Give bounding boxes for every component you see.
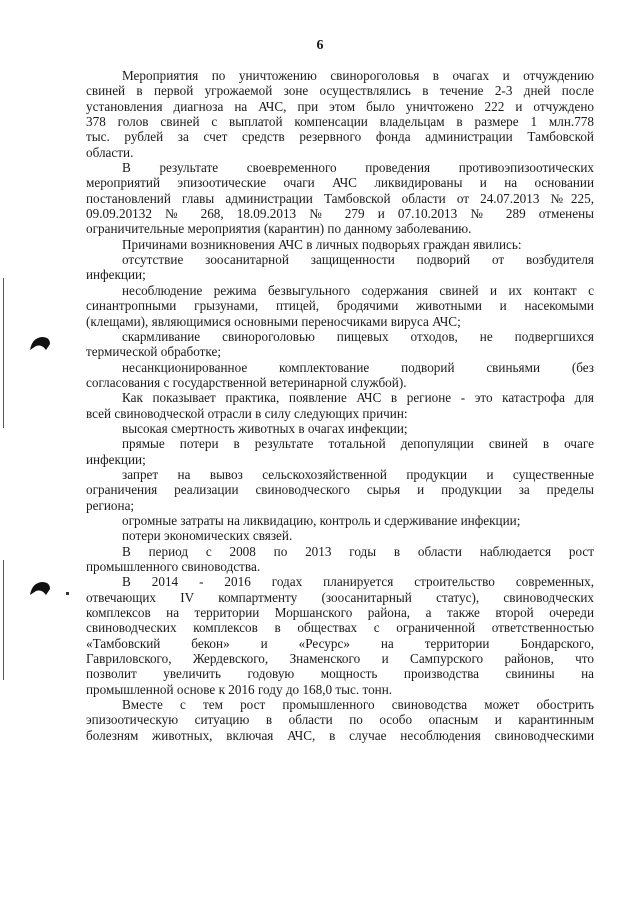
text-line: отсутствие зоосанитарной защищенности подворий от возбудителя	[122, 252, 594, 268]
text-line: Причинами возникновения АЧС в личных подворьях граждан явились:	[122, 236, 522, 252]
text-line: несанкционированное комплектование подворий свиньями (без	[122, 359, 594, 375]
punch-hole-mark	[28, 334, 52, 352]
text-line: ограничительные мероприятия (карантин) по данному заболеванию.	[86, 221, 472, 237]
text-line: В период с 2008 по 2013 годы в области наблюдается рост	[122, 543, 594, 559]
text-line: Вместе с тем рост промышленного свиноводства может обострить	[122, 697, 594, 713]
text-line: «Тамбовский бекон» и «Ресурс» на территории Бондарского,	[86, 635, 594, 651]
text-line: промышленного свиноводства.	[86, 559, 261, 574]
text-line: синантропными грызунами, птицей, бродячими животными и насекомыми	[86, 298, 594, 314]
text-line: постановлений главы администрации Тамбовской области от 24.07.2013 №225,	[86, 190, 594, 206]
text-line: термической обработке;	[86, 344, 222, 360]
text-line: В 2014 - 2016 годах планируется строительство современных,	[122, 574, 594, 590]
scan-edge-line	[3, 278, 4, 428]
page-number: 6	[316, 38, 324, 53]
text-line: В результате своевременного проведения противоэпизоотических	[122, 160, 594, 176]
text-line: прямые потери в результате тотальной депопуляции свиней в очаге	[122, 436, 594, 452]
text-line: 09.09.20132 № 268, 18.09.2013 № 279 и 07.10.2013 № 289 отменены	[86, 206, 594, 222]
text-line: инфекции;	[86, 451, 146, 467]
punch-hole-mark	[28, 579, 52, 597]
text-line: эпизоотическую ситуацию в области по особо опасным и карантинным	[86, 712, 594, 728]
text-line: высокая смертность животных в очагах инфекции;	[122, 420, 408, 436]
text-line: (клещами), являющимися основными переносчиками вируса АЧС;	[86, 313, 461, 329]
text-line: всей свиноводческой отрасли в силу следующих причин:	[86, 405, 408, 421]
text-line: инфекции;	[86, 267, 146, 283]
scan-speck	[66, 592, 69, 595]
text-line: Гавриловского, Жердевского, Знаменского и Сампурского районов, что	[86, 651, 594, 667]
text-line: запрет на вывоз сельскохозяйственной продукции и существенные	[122, 466, 594, 482]
text-line: огромные затраты на ликвидацию, контроль и сдерживание инфекции;	[122, 512, 521, 528]
text-line: позволит увеличить годовую мощность производства свинины на	[86, 666, 594, 682]
text-line: тыс. рублей за счет средств резервного фонда администрации Тамбовской	[86, 129, 594, 145]
scan-edge-line	[3, 560, 4, 680]
text-line: области.	[86, 144, 134, 160]
text-line: Как показывает практика, появление АЧС в регионе - это катастрофа для	[122, 390, 594, 406]
text-line: свиноводческих комплексов в обществах с ограниченной ответственностью	[86, 620, 594, 636]
text-line: отвечающих IV компартменту (зоосанитарный статус), свиноводческих	[86, 589, 594, 605]
text-line: Мероприятия по уничтожению свиноpоголовья в очагах и отчуждению	[122, 68, 594, 83]
text-line: скармливание свиноpоголовью пищевых отходов, не подвергшихся	[122, 328, 594, 344]
text-line: ограничения реализации свиноводческого сырья и продукции за пределы	[86, 482, 594, 498]
text-line: мероприятий эпизоотические очаги АЧС ликвидированы и на основании	[86, 175, 594, 191]
text-line: комплексов на территории Моршанского района, а также второй очереди	[86, 605, 594, 621]
text-line: болезням животных, включая АЧС, в случае несоблюдения свиноводческими	[86, 727, 594, 743]
document-body	[86, 68, 594, 743]
text-line: региона;	[86, 497, 135, 513]
text-line: 378 голов свиней с выплатой компенсации владельцам в размере 1 млн.778	[86, 114, 594, 130]
text-line: согласования с государственной ветеринарной службой).	[86, 374, 407, 390]
text-line: установления диагноза на АЧС, при этом было уничтожено 222 и отчуждено	[86, 98, 594, 114]
text-line: промышленной основе к 2016 году до 168,0 тыс. тонн.	[86, 681, 393, 697]
text-line: потери экономических связей.	[122, 528, 293, 544]
text-line: свиней в первой угрожаемой зоне осуществлялись в течение 2-3 дней после	[86, 83, 594, 99]
text-line: несоблюдение режима безвыгульного содержания свиней и их контакт с	[122, 282, 594, 298]
